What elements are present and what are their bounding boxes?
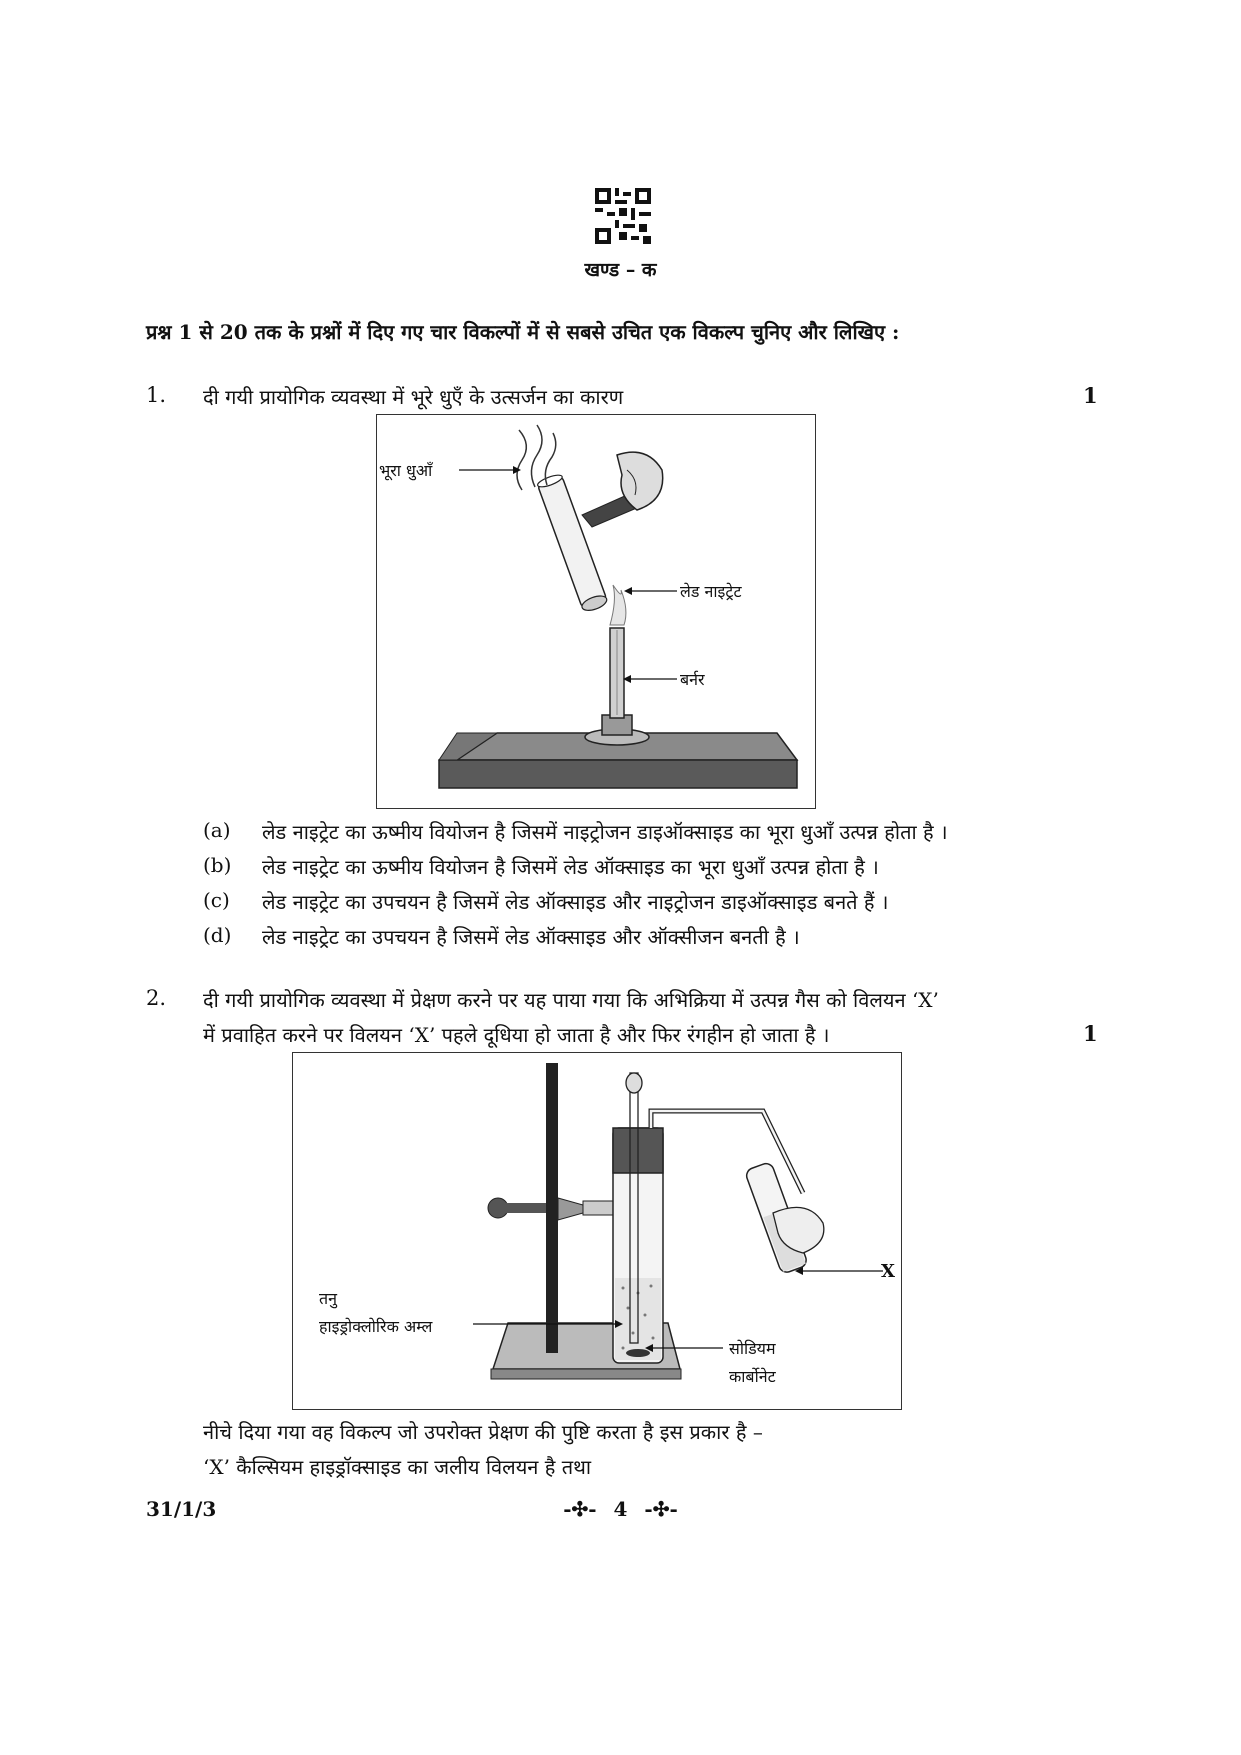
- option-c-text: लेड नाइट्रेट का उपचयन है जिसमें लेड ऑक्साइड और नाइट्रोजन डाइऑक्साइड बनते हैं ।: [262, 890, 889, 914]
- option-b-text: लेड नाइट्रेट का ऊष्मीय वियोजन है जिसमें लेड ऑक्साइड का भूरा धुआँ उत्पन्न होता है ।: [262, 855, 879, 879]
- figure-2-drawing: [293, 1053, 901, 1409]
- section-title: खण्ड – क: [584, 259, 657, 281]
- option-letter: (b): [203, 853, 232, 877]
- figure-1-drawing: [377, 415, 815, 808]
- label-hydrochloric-acid: हाइड्रोक्लोरिक अम्ल: [319, 1317, 433, 1336]
- option-d-text: लेड नाइट्रेट का उपचयन है जिसमें लेड ऑक्साइड और ऑक्सीजन बनती है ।: [262, 925, 800, 949]
- label-sodium: सोडियम: [729, 1339, 776, 1358]
- question-1-number: 1.: [146, 383, 167, 407]
- option-letter: (a): [203, 818, 231, 842]
- question-2-number: 2.: [146, 986, 167, 1010]
- question-2-text-line1: दी गयी प्रायोगिक व्यवस्था में प्रेक्षण करने पर यह पाया गया कि अभिक्रिया में उत्पन्न गैस को विलयन ‘X’: [203, 988, 939, 1012]
- figure-1-lead-nitrate-heating: [376, 414, 816, 809]
- option-letter: (c): [203, 888, 230, 912]
- option-letter: (d): [203, 923, 232, 947]
- question-2-text-line2: में प्रवाहित करने पर विलयन ‘X’ पहले दूधिया हो जाता है और फिर रंगहीन हो जाता है ।: [203, 1023, 830, 1047]
- label-solution-x: X: [881, 1261, 895, 1282]
- qr-code-icon: [595, 188, 651, 244]
- page-number-wrapper: [0, 1497, 1241, 1521]
- instructions: प्रश्न 1 से 20 तक के प्रश्नों में दिए गए चार विकल्पों में से सबसे उचित एक विकल्प चुनिए और लिखिए :: [146, 320, 900, 344]
- label-burner: बर्नर: [680, 670, 705, 689]
- page-ornament-right-icon: -✣-: [644, 1497, 678, 1521]
- label-brown-fumes: भूरा धुआँ: [379, 461, 433, 480]
- page-number: 4: [613, 1497, 628, 1521]
- question-2-followup-line1: नीचे दिया गया वह विकल्प जो उपरोक्त प्रेक्षण की पुष्टि करता है इस प्रकार है –: [203, 1420, 763, 1444]
- question-2-marks: 1: [1083, 1021, 1098, 1046]
- question-1-marks: 1: [1083, 383, 1098, 408]
- figure-2-gas-test: [292, 1052, 902, 1410]
- label-carbonate: कार्बोनेट: [729, 1367, 776, 1386]
- question-2-followup-line2: ‘X’ कैल्सियम हाइड्रॉक्साइड का जलीय विलयन है तथा: [203, 1455, 592, 1479]
- paper-code: 31/1/3: [146, 1497, 217, 1521]
- question-1-text: दी गयी प्रायोगिक व्यवस्था में भूरे धुएँ के उत्सर्जन का कारण: [203, 385, 624, 409]
- option-a-text: लेड नाइट्रेट का ऊष्मीय वियोजन है जिसमें नाइट्रोजन डाइऑक्साइड का भूरा धुआँ उत्पन्न होता है ।: [262, 820, 948, 844]
- page-ornament-left-icon: -✣-: [563, 1497, 597, 1521]
- label-lead-nitrate: लेड नाइट्रेट: [680, 582, 742, 601]
- label-dilute: तनु: [319, 1289, 338, 1308]
